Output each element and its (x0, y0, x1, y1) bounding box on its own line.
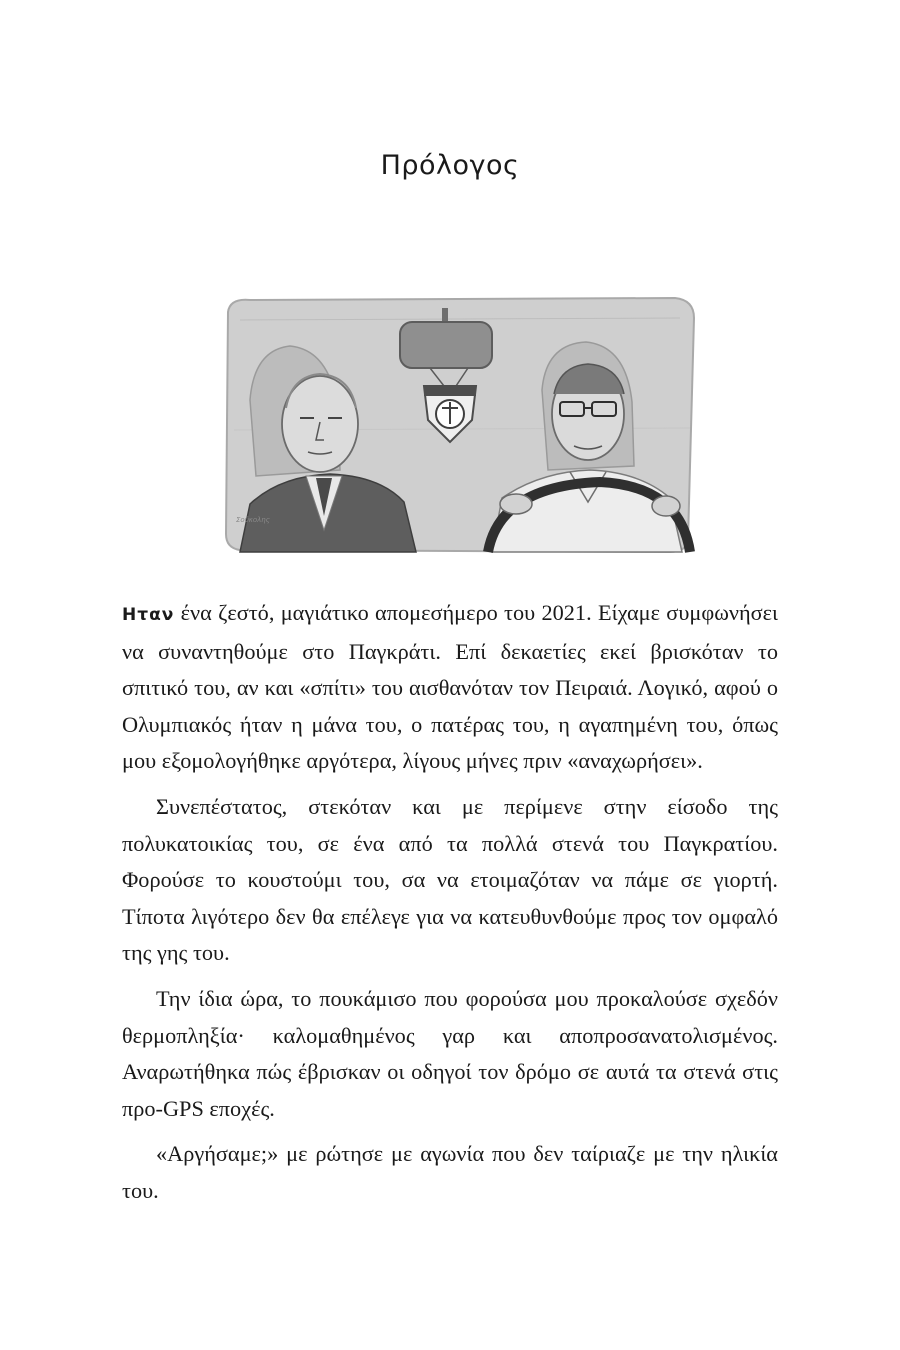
paragraph: Την ίδια ώρα, το πουκάμισο που φορούσα μου προκαλούσε σχεδόν θερμοπληξία· καλομαθημένος γαρ και αποπροσανατολισμένος. Αναρωτήθηκα πώς έβρισκαν οι οδηγοί τον δρόμο σε αυτά τα στενά στις προ-GPS εποχές. (122, 985, 778, 1121)
paragraph (122, 595, 778, 780)
pennant-band (424, 386, 476, 396)
lead-word: Ηταν (122, 605, 175, 625)
rear-view-mirror (400, 322, 492, 368)
paragraph-text: ένα ζεστό, μαγιάτικο απομεσήμερο του 2021. Είχαμε συμφωνήσει να συναντηθούμε στο Παγκράτι. Επί δεκαετίες εκεί βρισκόταν το σπιτικό του, αν και «σπίτι» του αισθανόταν τον Πειραιά. Λογικό, αφού ο Ολυμπιακός ήταν η μάνα του, ο πατέρας του, η αγαπημένη του, όπως μου εξομολογήθηκε αργότερα, λίγους μήνες πριν «αναχωρήσει». (122, 600, 778, 774)
chapter-title: Πρόλογος (380, 150, 520, 181)
paragraph: Συνεπέστατος, στεκόταν και με περίμενε στην είσοδο της πολυκατοικίας του, σε ένα από τα πολλά στενά του Παγκρατίου. Φορούσε το κουστούμι του, σα να ετοιμαζόταν να πάμε σε γιορτή. Τίποτα λιγότερο δεν θα επέλεγε για να κατευθυνθούμε προς τον ομφαλό της γης του. (122, 793, 778, 966)
right-hand (652, 496, 680, 516)
artist-signature: Σούκολης (236, 516, 270, 524)
body-text (122, 595, 778, 1219)
car-interior-illustration (220, 290, 700, 562)
left-hand (500, 494, 532, 514)
paragraph: «Αργήσαμε;» με ρώτησε με αγωνία που δεν ταίριαζε με την ηλικία του. (122, 1141, 778, 1203)
